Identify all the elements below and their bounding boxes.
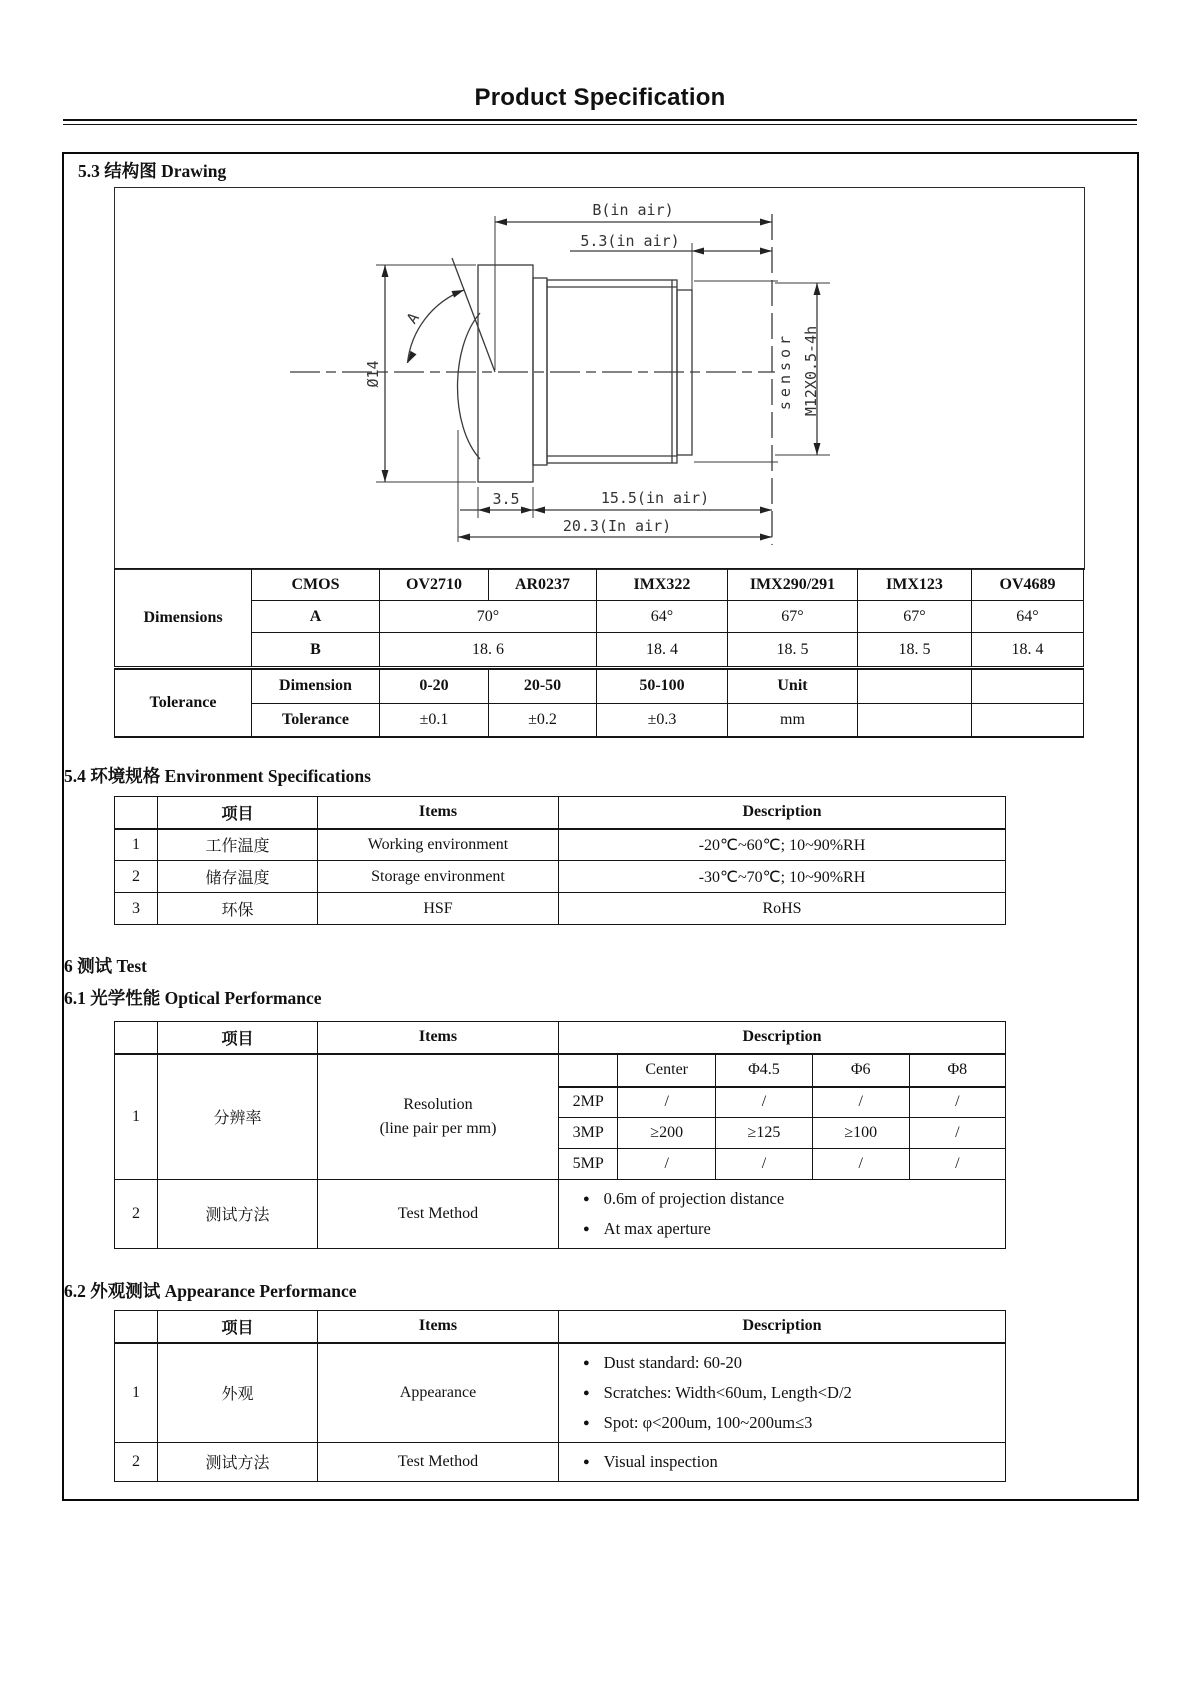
- optical-header-desc: Description: [559, 1022, 1006, 1054]
- tolerance-row-label: Tolerance: [252, 703, 380, 737]
- env-item-zh: 环保: [158, 893, 318, 925]
- env-desc: -20℃~60℃; 10~90%RH: [559, 829, 1006, 861]
- mp-label: 3MP: [559, 1118, 618, 1149]
- test-method-no: 2: [115, 1179, 158, 1248]
- env-row: [115, 829, 1006, 861]
- dims-header-cell: IMX322: [597, 569, 728, 601]
- dims-value: 70°: [380, 601, 597, 633]
- resolution-sub-row: [559, 1118, 1005, 1149]
- env-desc: RoHS: [559, 893, 1006, 925]
- section-6-1-heading: 6.1 光学性能 Optical Performance: [64, 988, 322, 1008]
- env-row: [115, 893, 1006, 925]
- env-header-desc: Description: [559, 797, 1006, 829]
- bullet-item: ● At max aperture: [583, 1214, 997, 1244]
- bullet-icon: ●: [583, 1192, 590, 1205]
- dims-header-cell: IMX123: [858, 569, 972, 601]
- resolution-value: /: [716, 1149, 813, 1179]
- test-method-desc: [559, 1179, 1006, 1248]
- dims-value: 64°: [972, 601, 1084, 633]
- section-6-heading: 6 测试 Test: [64, 956, 147, 976]
- tolerance-header-cell: 0-20: [380, 669, 489, 703]
- resolution-item-en: [318, 1054, 559, 1180]
- resolution-value: /: [909, 1087, 1005, 1118]
- appearance-item-zh: 外观: [158, 1343, 318, 1443]
- dims-header-cell: CMOS: [252, 569, 380, 601]
- optical-performance-table: [114, 1021, 1006, 1249]
- bullet-item: ● Spot: φ<200um, 100~200um≤3: [583, 1408, 997, 1438]
- dim-label-3-5: 3.5: [492, 490, 520, 508]
- resolution-values-cell: [559, 1054, 1006, 1180]
- tolerance-empty-cell: [858, 669, 972, 703]
- appearance-method-zh: 测试方法: [158, 1442, 318, 1481]
- resolution-item-zh: 分辨率: [158, 1054, 318, 1180]
- resolution-value: ≥200: [618, 1118, 716, 1149]
- appearance-table: [114, 1310, 1006, 1482]
- env-row-no: 3: [115, 893, 158, 925]
- dims-value: 64°: [597, 601, 728, 633]
- dims-value: 18. 5: [728, 633, 858, 667]
- environment-table: [114, 796, 1006, 925]
- env-item-zh: 工作温度: [158, 829, 318, 861]
- dims-row-B: [115, 633, 1084, 667]
- bullet-icon: ●: [583, 1416, 590, 1429]
- dims-row-label: A: [252, 601, 380, 633]
- section-6-2-heading: 6.2 外观测试 Appearance Performance: [64, 1281, 357, 1301]
- dims-value: 18. 4: [972, 633, 1084, 667]
- env-item-zh: 储存温度: [158, 861, 318, 893]
- resolution-value: ≥125: [716, 1118, 813, 1149]
- resolution-value: /: [812, 1087, 909, 1118]
- tolerance-header-cell: 20-50: [489, 669, 597, 703]
- resolution-value: /: [909, 1149, 1005, 1179]
- env-desc: -30℃~70℃; 10~90%RH: [559, 861, 1006, 893]
- lens-technical-drawing: [114, 187, 1083, 568]
- dims-value: 18. 5: [858, 633, 972, 667]
- appearance-desc: [559, 1343, 1006, 1443]
- appearance-header-desc: Description: [559, 1311, 1006, 1343]
- dims-value: 18. 6: [380, 633, 597, 667]
- optical-header-items: Items: [318, 1022, 559, 1054]
- resolution-value: /: [618, 1149, 716, 1179]
- resolution-sub-row: [559, 1149, 1005, 1179]
- dims-corner-label: Dimensions: [115, 569, 252, 667]
- bullet-item: ● Dust standard: 60-20: [583, 1348, 997, 1378]
- optical-header-empty: [115, 1022, 158, 1054]
- env-item-en: Working environment: [318, 829, 559, 861]
- dims-row-A: [115, 601, 1084, 633]
- resolution-row: [115, 1054, 1006, 1180]
- tolerance-empty-cell: [972, 669, 1084, 703]
- bullet-icon: ●: [583, 1222, 590, 1235]
- dim-label-15-5: 15.5(in air): [600, 489, 710, 507]
- dimensions-table: [114, 568, 1084, 667]
- resolution-row-no: 1: [115, 1054, 158, 1180]
- dim-label-angle-A: A: [402, 309, 423, 327]
- appearance-header-item: 项目: [158, 1311, 318, 1343]
- appearance-method-desc: [559, 1442, 1006, 1481]
- resolution-sub-header: Φ6: [812, 1055, 909, 1087]
- bullet-icon: ●: [583, 1455, 590, 1468]
- env-row-no: 1: [115, 829, 158, 861]
- resolution-sub-empty: [559, 1055, 618, 1087]
- bullet-item: ● 0.6m of projection distance: [583, 1184, 997, 1214]
- env-header-items: Items: [318, 797, 559, 829]
- env-row-no: 2: [115, 861, 158, 893]
- resolution-sub-header: Center: [618, 1055, 716, 1087]
- resolution-sub-header: Φ4.5: [716, 1055, 813, 1087]
- dims-value: 67°: [858, 601, 972, 633]
- resolution-sub-table: [559, 1055, 1005, 1179]
- resolution-item-en-line1: Resolution: [403, 1095, 473, 1113]
- resolution-value: /: [618, 1087, 716, 1118]
- dims-header-cell: OV2710: [380, 569, 489, 601]
- env-item-en: HSF: [318, 893, 559, 925]
- dims-header-cell: AR0237: [489, 569, 597, 601]
- mp-label: 5MP: [559, 1149, 618, 1179]
- mp-label: 2MP: [559, 1087, 618, 1118]
- env-header-item: 项目: [158, 797, 318, 829]
- resolution-value: /: [716, 1087, 813, 1118]
- dims-value: 18. 4: [597, 633, 728, 667]
- test-method-zh: 测试方法: [158, 1179, 318, 1248]
- thread-label: M12X0.5-4h: [802, 325, 820, 417]
- bullet-item: ● Visual inspection: [583, 1447, 997, 1477]
- tolerance-empty-cell: [858, 703, 972, 737]
- env-item-en: Storage environment: [318, 861, 559, 893]
- appearance-method-row: [115, 1442, 1006, 1481]
- resolution-value: /: [812, 1149, 909, 1179]
- dims-value: 67°: [728, 601, 858, 633]
- test-method-row: [115, 1179, 1006, 1248]
- page-title: Product Specification: [474, 84, 726, 111]
- dim-label-B: B(in air): [592, 201, 674, 219]
- section-5-3-heading: 5.3 结构图 Drawing: [78, 161, 227, 181]
- bullet-item: ● Scratches: Width<60um, Length<D/2: [583, 1378, 997, 1408]
- env-row: [115, 861, 1006, 893]
- bullet-icon: ●: [583, 1386, 590, 1399]
- dim-label-5-3: 5.3(in air): [580, 232, 680, 250]
- appearance-row: [115, 1343, 1006, 1443]
- resolution-value: ≥100: [812, 1118, 909, 1149]
- appearance-method-no: 2: [115, 1442, 158, 1481]
- env-header-empty: [115, 797, 158, 829]
- dims-header-cell: IMX290/291: [728, 569, 858, 601]
- resolution-item-en-line2: (line pair per mm): [379, 1119, 497, 1137]
- appearance-header-items: Items: [318, 1311, 559, 1343]
- optical-header-item: 项目: [158, 1022, 318, 1054]
- tolerance-value: mm: [728, 703, 858, 737]
- header-rule-bottom: [63, 124, 1137, 125]
- test-method-en: Test Method: [318, 1179, 559, 1248]
- resolution-value: /: [909, 1118, 1005, 1149]
- resolution-sub-header: Φ8: [909, 1055, 1005, 1087]
- dim-label-dia14: Ø14: [364, 360, 382, 388]
- appearance-item-en: Appearance: [318, 1343, 559, 1443]
- tolerance-table: [114, 668, 1084, 738]
- tolerance-value: ±0.1: [380, 703, 489, 737]
- tolerance-corner-label: Tolerance: [115, 669, 252, 737]
- resolution-sub-row: [559, 1087, 1005, 1118]
- section-5-4-heading: 5.4 环境规格 Environment Specifications: [64, 766, 371, 786]
- header-rule-top: [63, 119, 1137, 121]
- dims-row-label: B: [252, 633, 380, 667]
- dim-label-20-3: 20.3(In air): [562, 517, 672, 535]
- appearance-header-empty: [115, 1311, 158, 1343]
- tolerance-value: ±0.2: [489, 703, 597, 737]
- tolerance-value: ±0.3: [597, 703, 728, 737]
- bullet-icon: ●: [583, 1356, 590, 1369]
- tolerance-header-cell: Dimension: [252, 669, 380, 703]
- tolerance-empty-cell: [972, 703, 1084, 737]
- tolerance-header-cell: Unit: [728, 669, 858, 703]
- sensor-label: sensor: [776, 331, 794, 411]
- tolerance-header-cell: 50-100: [597, 669, 728, 703]
- appearance-row-no: 1: [115, 1343, 158, 1443]
- appearance-method-en: Test Method: [318, 1442, 559, 1481]
- dims-header-cell: OV4689: [972, 569, 1084, 601]
